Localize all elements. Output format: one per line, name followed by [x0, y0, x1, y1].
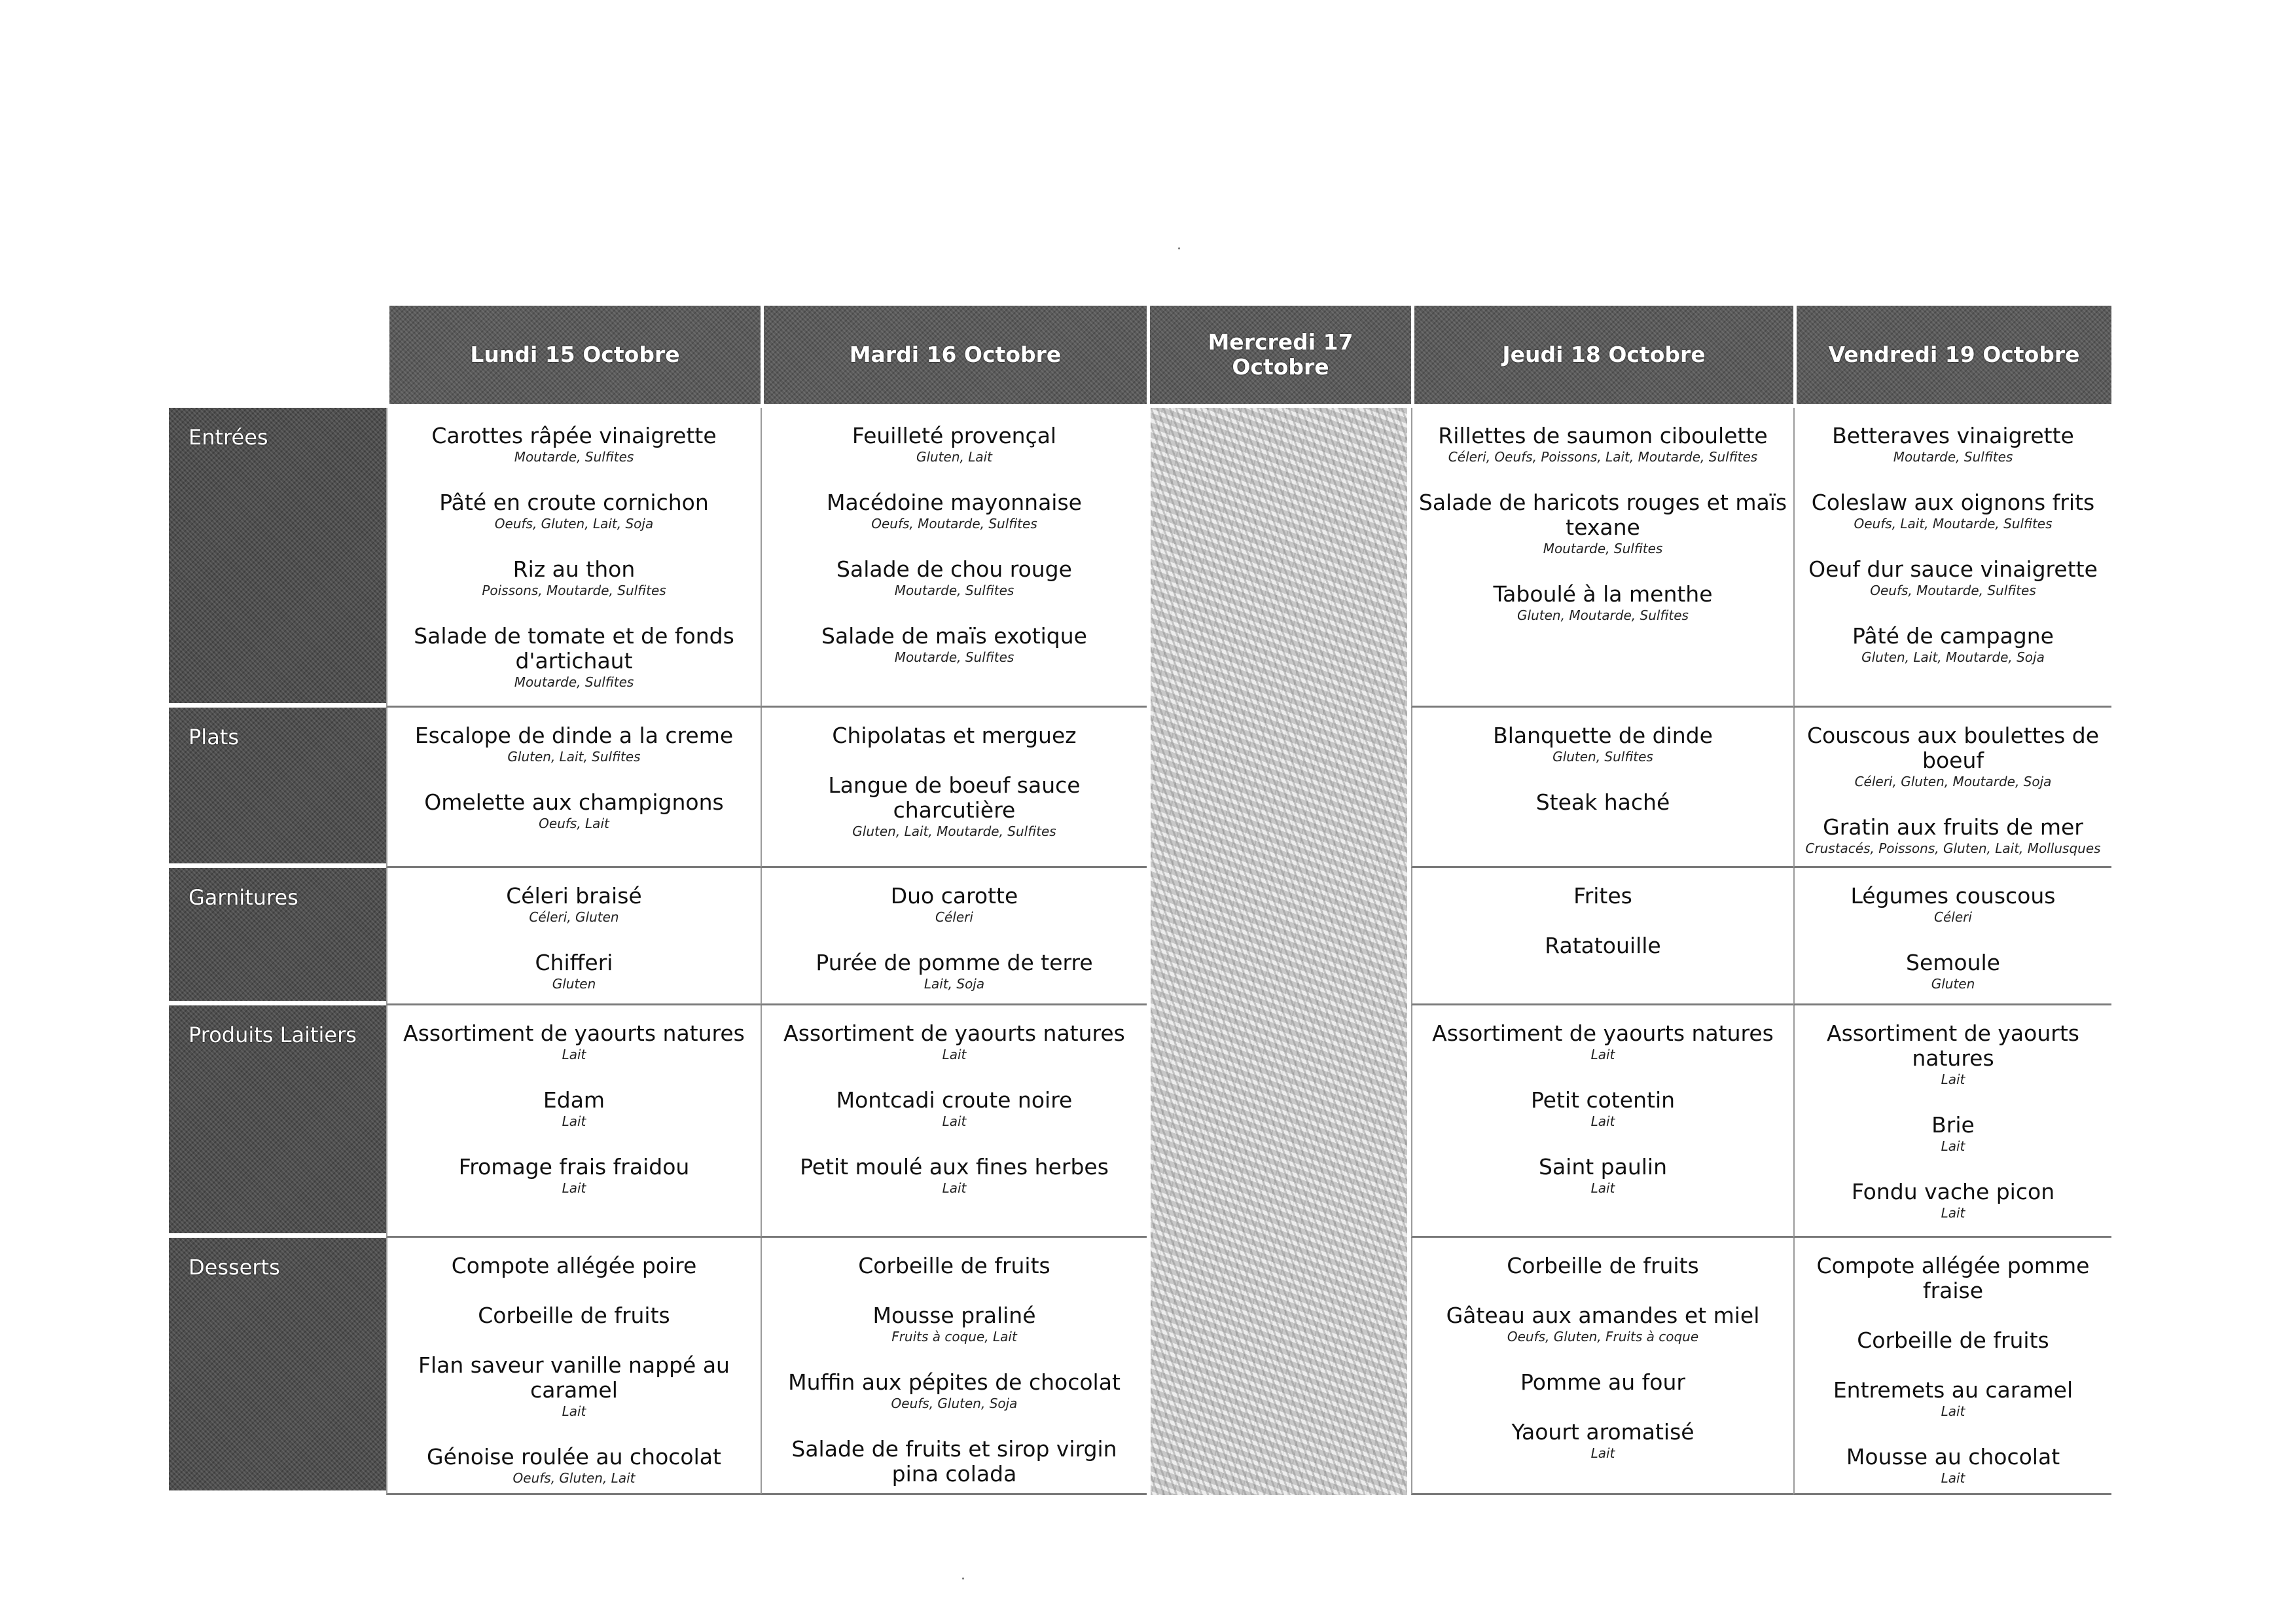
dish-item [762, 1370, 1147, 1412]
dish-name: Feuilleté provençal [852, 423, 1057, 448]
dish-name: Assortiment de yaourts natures [403, 1020, 745, 1046]
menu-cell [1411, 868, 1793, 1005]
dish-item [762, 490, 1147, 532]
dish-item [1412, 1088, 1793, 1130]
dish-item [387, 424, 761, 465]
dish-name: Compote allégée pomme fraise [1816, 1253, 2090, 1303]
dish-item [1795, 950, 2111, 992]
allergens-note: Céleri [1934, 909, 1972, 925]
allergens-note: Gluten, Lait [916, 449, 993, 465]
allergens-note: Lait [942, 1180, 967, 1196]
dish-name: Assortiment de yaourts natures [1827, 1020, 2079, 1071]
dish-item [1412, 424, 1793, 465]
allergens-note: Crustacés, Poissons, Gluten, Lait, Mollusques [1805, 840, 2101, 856]
allergens-note: Céleri, Oeufs, Poissons, Lait, Moutarde, Sulfites [1448, 449, 1758, 465]
allergens-note: Lait [942, 1047, 967, 1062]
dish-item [1412, 490, 1793, 557]
dish-item [387, 790, 761, 832]
dish-name: Corbeille de fruits [858, 1253, 1050, 1278]
category-label: Plats [169, 708, 386, 868]
dish-item [1412, 1370, 1793, 1395]
allergens-note: Céleri [935, 909, 973, 925]
dish-name: Saint paulin [1538, 1154, 1668, 1180]
dish-item [1795, 624, 2111, 666]
allergens-note: Céleri, Gluten [529, 909, 619, 925]
menu-cell [386, 408, 761, 708]
closed-day-column [1147, 408, 1411, 1495]
menu-cell [761, 408, 1147, 708]
scan-speck [1178, 247, 1180, 249]
menu-cell [761, 868, 1147, 1005]
allergens-note: Lait [1590, 1113, 1615, 1129]
scan-speck [962, 1578, 964, 1579]
dish-name: Duo carotte [890, 883, 1018, 909]
dish-item [387, 1155, 761, 1197]
menu-cell [1411, 408, 1793, 708]
dish-item [1412, 933, 1793, 958]
allergens-note: Lait [1941, 1205, 1965, 1221]
dish-name: Mousse au chocolat [1846, 1444, 2060, 1470]
dish-item [1412, 1021, 1793, 1063]
dish-name: Assortiment de yaourts natures [1432, 1020, 1774, 1046]
dish-name: Fondu vache picon [1851, 1179, 2055, 1204]
allergens-note: Céleri, Gluten, Moutarde, Soja [1854, 774, 2052, 789]
dish-name: Corbeille de fruits [478, 1303, 670, 1328]
dish-item [387, 490, 761, 532]
dish-item [1795, 1113, 2111, 1155]
menu-cell [1411, 1005, 1793, 1238]
dish-name: Muffin aux pépites de chocolat [788, 1369, 1121, 1395]
dish-item [1412, 723, 1793, 765]
allergens-note: Moutarde, Sulfites [1893, 449, 2013, 465]
allergens-note: Gluten, Lait, Moutarde, Sulfites [852, 823, 1056, 839]
dish-item [762, 1088, 1147, 1130]
dish-name: Pâté de campagne [1852, 623, 2054, 649]
dish-item [1412, 1303, 1793, 1345]
dish-item [387, 1445, 761, 1487]
dish-item [387, 557, 761, 599]
day-header: Mardi 16 Octobre [761, 306, 1147, 408]
dish-item [762, 1155, 1147, 1197]
dish-name: Chipolatas et merguez [832, 723, 1077, 748]
dish-item [1795, 1445, 2111, 1487]
menu-cell [761, 1238, 1147, 1495]
allergens-note: Lait [1590, 1047, 1615, 1062]
dish-item [1412, 1254, 1793, 1278]
allergens-note: Gluten, Moutarde, Sulfites [1517, 607, 1689, 623]
menu-cell [1793, 408, 2111, 708]
category-label: Entrées [169, 408, 386, 708]
dish-name: Carottes râpée vinaigrette [431, 423, 717, 448]
dish-name: Oeuf dur sauce vinaigrette [1808, 556, 2098, 582]
menu-cell [1793, 868, 2111, 1005]
dish-name: Frites [1573, 883, 1632, 909]
category-row [169, 408, 2111, 708]
allergens-note: Lait [562, 1180, 586, 1196]
dish-item [762, 723, 1147, 748]
dish-name: Omelette aux champignons [424, 789, 724, 815]
menu-cell [1411, 708, 1793, 868]
dish-name: Edam [543, 1087, 605, 1113]
allergens-note: Poissons, Moutarde, Sulfites [482, 583, 666, 598]
dish-name: Pomme au four [1520, 1369, 1685, 1395]
dish-item [762, 1021, 1147, 1063]
dish-item [1412, 582, 1793, 624]
dish-name: Salade de tomate et de fonds d'artichaut [414, 623, 734, 674]
dish-name: Escalope de dinde a la creme [414, 723, 734, 748]
dish-item [1412, 884, 1793, 909]
dish-item [1412, 1420, 1793, 1462]
menu-cell [386, 1005, 761, 1238]
dish-name: Flan saveur vanille nappé au caramel [418, 1352, 730, 1403]
allergens-note: Gluten, Lait, Moutarde, Soja [1861, 649, 2045, 665]
allergens-note: Lait [1590, 1445, 1615, 1461]
allergens-note: Lait [562, 1113, 586, 1129]
allergens-note: Oeufs, Lait [539, 816, 609, 831]
menu-cell [386, 868, 761, 1005]
dish-name: Petit cotentin [1530, 1087, 1676, 1113]
header-corner [169, 306, 386, 408]
allergens-note: Lait, Soja [924, 976, 985, 992]
dish-name: Gratin aux fruits de mer [1823, 814, 2083, 840]
category-row [169, 1005, 2111, 1238]
dish-item [1795, 1378, 2111, 1420]
dish-name: Assortiment de yaourts natures [783, 1020, 1125, 1046]
dish-name: Céleri braisé [506, 883, 642, 909]
menu-cell [1411, 1238, 1793, 1495]
allergens-note: Moutarde, Sulfites [514, 674, 634, 690]
header-row [169, 306, 2111, 408]
dish-name: Chifferi [535, 950, 613, 975]
allergens-note: Gluten, Lait, Sulfites [507, 749, 641, 765]
dish-name: Purée de pomme de terre [816, 950, 1093, 975]
dish-name: Corbeille de fruits [1857, 1327, 2049, 1353]
dish-item [1795, 884, 2111, 926]
dish-name: Taboulé à la menthe [1493, 581, 1713, 607]
dish-item [387, 1303, 761, 1328]
allergens-note: Lait [942, 1113, 967, 1129]
dish-item [1795, 490, 2111, 532]
dish-name: Salade de chou rouge [836, 556, 1072, 582]
dish-item [387, 1353, 761, 1420]
menu-cell [761, 1005, 1147, 1238]
menu-table [169, 306, 2111, 1495]
allergens-note: Lait [562, 1047, 586, 1062]
allergens-note: Moutarde, Sulfites [894, 583, 1014, 598]
allergens-note: Lait [1941, 1470, 1965, 1486]
dish-item [1412, 1155, 1793, 1197]
dish-name: Génoise roulée au chocolat [427, 1444, 721, 1470]
dish-name: Gâteau aux amandes et miel [1446, 1303, 1760, 1328]
dish-item [762, 1254, 1147, 1278]
dish-name: Ratatouille [1545, 933, 1661, 958]
dish-item [1795, 1180, 2111, 1221]
dish-item [762, 884, 1147, 926]
allergens-note: Oeufs, Moutarde, Sulfites [1870, 583, 2036, 598]
allergens-note: Gluten, Sulfites [1552, 749, 1653, 765]
dish-name: Couscous aux boulettes de boeuf [1806, 723, 2100, 773]
dish-name: Petit moulé aux fines herbes [800, 1154, 1109, 1180]
allergens-note: Fruits à coque, Lait [891, 1329, 1017, 1344]
dish-item [1795, 1254, 2111, 1303]
day-header: Lundi 15 Octobre [386, 306, 761, 408]
dish-name: Coleslaw aux oignons frits [1811, 490, 2095, 515]
dish-item [762, 624, 1147, 666]
dish-item [762, 557, 1147, 599]
menu-cell [761, 708, 1147, 868]
dish-item [387, 950, 761, 992]
dish-name: Fromage frais fraidou [458, 1154, 690, 1180]
dish-item [1412, 790, 1793, 815]
menu-cell [1793, 1005, 2111, 1238]
allergens-note: Moutarde, Sulfites [1543, 541, 1663, 556]
dish-item [1795, 557, 2111, 599]
dish-name: Brie [1931, 1112, 1975, 1138]
dish-name: Macédoine mayonnaise [827, 490, 1082, 515]
dish-item [762, 1303, 1147, 1345]
category-label: Produits Laitiers [169, 1005, 386, 1238]
day-header: Vendredi 19 Octobre [1793, 306, 2111, 408]
allergens-note: Lait [1941, 1403, 1965, 1419]
allergens-note: Gluten [552, 976, 596, 992]
dish-item [762, 773, 1147, 840]
allergens-note: Lait [1590, 1180, 1615, 1196]
dish-item [387, 1021, 761, 1063]
allergens-note: Gluten [1931, 976, 1975, 992]
dish-item [387, 1088, 761, 1130]
menu-cell [1793, 1238, 2111, 1495]
dish-name: Salade de haricots rouges et maïs texane [1418, 490, 1787, 540]
category-row [169, 868, 2111, 1005]
allergens-note: Oeufs, Lait, Moutarde, Sulfites [1854, 516, 2053, 532]
dish-name: Montcadi croute noire [836, 1087, 1073, 1113]
dish-name: Langue de boeuf sauce charcutière [828, 772, 1081, 823]
allergens-note: Lait [562, 1403, 586, 1419]
allergens-note: Oeufs, Gluten, Soja [891, 1396, 1018, 1411]
dish-name: Entremets au caramel [1833, 1377, 2073, 1403]
dish-item [1795, 723, 2111, 790]
dish-name: Compote allégée poire [451, 1253, 697, 1278]
dish-item [1795, 815, 2111, 857]
dish-item [387, 884, 761, 926]
dish-name: Riz au thon [512, 556, 636, 582]
allergens-note: Oeufs, Moutarde, Sulfites [871, 516, 1037, 532]
category-row [169, 1238, 2111, 1495]
dish-item [1795, 1021, 2111, 1088]
allergens-note: Oeufs, Gluten, Fruits à coque [1507, 1329, 1699, 1344]
allergens-note: Lait [1941, 1072, 1965, 1087]
dish-item [762, 1437, 1147, 1487]
allergens-note: Moutarde, Sulfites [894, 649, 1014, 665]
dish-name: Semoule [1906, 950, 2000, 975]
category-label: Garnitures [169, 868, 386, 1005]
menu-cell [386, 1238, 761, 1495]
menu-cell [386, 708, 761, 868]
dish-item [1795, 424, 2111, 465]
dish-name: Steak haché [1535, 789, 1670, 815]
category-label: Desserts [169, 1238, 386, 1495]
dish-item [387, 624, 761, 691]
dish-name: Légumes couscous [1850, 883, 2056, 909]
dish-name: Rillettes de saumon ciboulette [1438, 423, 1768, 448]
dish-item [762, 424, 1147, 465]
dish-item [1795, 1328, 2111, 1353]
dish-item [762, 950, 1147, 992]
dish-name: Corbeille de fruits [1507, 1253, 1699, 1278]
dish-name: Pâté en croute cornichon [439, 490, 709, 515]
menu-cell [1793, 708, 2111, 868]
day-header: Jeudi 18 Octobre [1411, 306, 1793, 408]
allergens-note: Oeufs, Gluten, Lait, Soja [494, 516, 654, 532]
day-header: Mercredi 17 Octobre [1147, 306, 1411, 408]
allergens-note: Lait [1941, 1138, 1965, 1154]
dish-name: Salade de fruits et sirop virgin pina colada [791, 1436, 1117, 1487]
category-row [169, 708, 2111, 868]
dish-name: Mousse praliné [872, 1303, 1036, 1328]
dish-name: Yaourt aromatisé [1511, 1419, 1695, 1445]
dish-name: Salade de maïs exotique [821, 623, 1087, 649]
allergens-note: Moutarde, Sulfites [514, 449, 634, 465]
dish-item [387, 1254, 761, 1278]
dish-item [387, 723, 761, 765]
dish-name: Betteraves vinaigrette [1832, 423, 2074, 448]
dish-name: Blanquette de dinde [1493, 723, 1713, 748]
allergens-note: Oeufs, Gluten, Lait [512, 1470, 636, 1486]
